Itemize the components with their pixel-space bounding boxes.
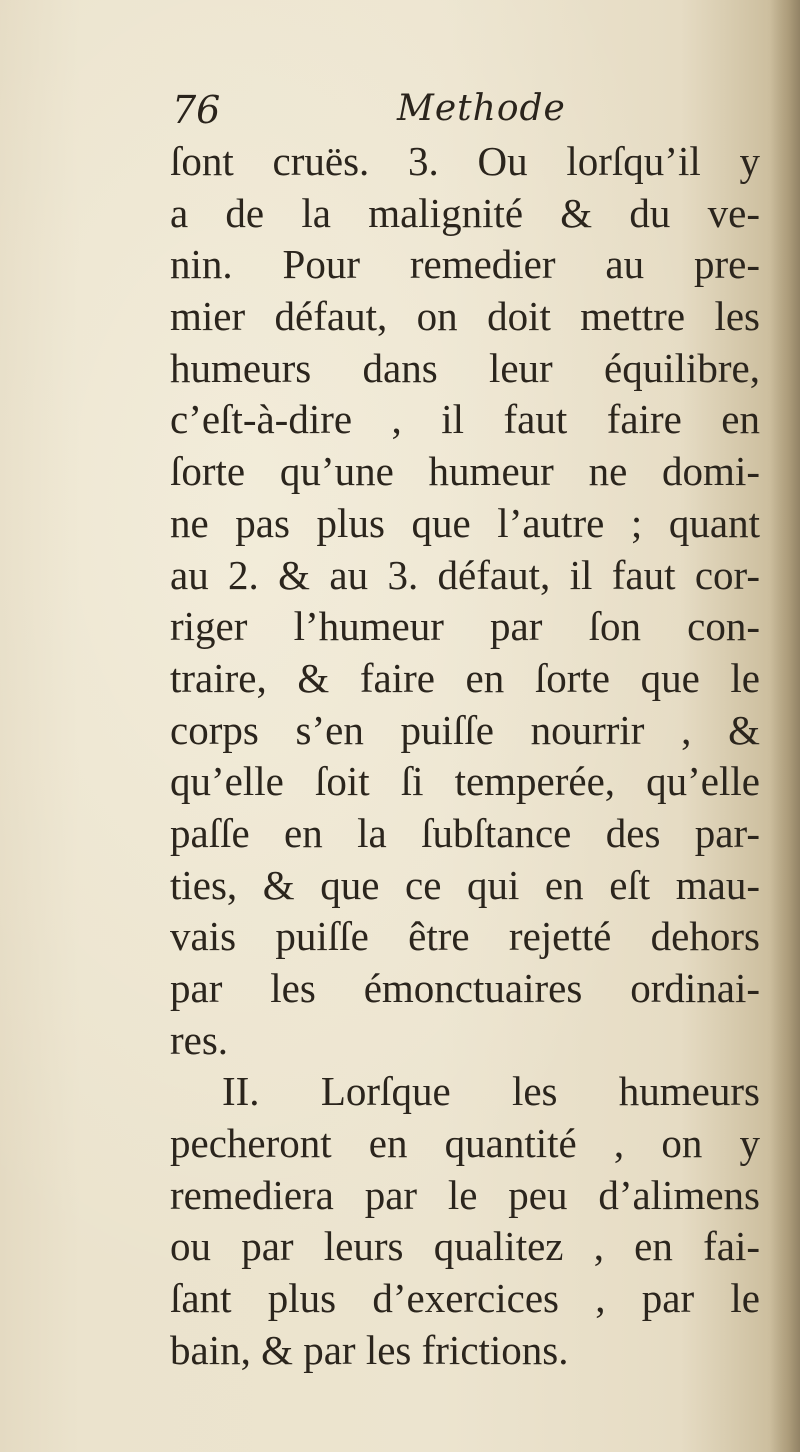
text-line: ſont cruës. 3. Ou lorſqu’il y bbox=[170, 138, 760, 184]
text-line: par les émonctuaires ordinai- bbox=[170, 965, 760, 1011]
text-line: c’eſt-à-dire , il faut faire en bbox=[170, 396, 760, 443]
text-line: vais puiſſe être rejetté dehors bbox=[170, 913, 760, 960]
text-line: corps s’en puiſſe nourrir , & bbox=[170, 706, 760, 753]
text-line: riger l’humeur par ſon con- bbox=[170, 603, 760, 650]
running-title: Methode bbox=[397, 88, 566, 129]
text-line: paſſe en la ſubſtance des par- bbox=[170, 809, 760, 856]
text-line: ties, & que ce qui en eſt mau- bbox=[170, 861, 760, 908]
paragraph-start-line: II. Lorſque les humeurs bbox=[222, 1068, 760, 1115]
text-line: ne pas plus que l’autre ; quant bbox=[170, 499, 760, 546]
text-line: ſant plus d’exercices , par le bbox=[170, 1275, 760, 1322]
text-line: traire, & faire en ſorte que le bbox=[170, 654, 760, 701]
text-line: mier défaut, on doit mettre les bbox=[170, 293, 760, 340]
text-line: pecheront en quantité , on y bbox=[170, 1120, 760, 1167]
text-line: ſorte qu’une humeur ne domi- bbox=[170, 448, 760, 495]
text-line: a de la malignité & du ve- bbox=[170, 189, 760, 236]
text-line: res. bbox=[170, 1016, 229, 1063]
text-line: humeurs dans leur équilibre, bbox=[170, 344, 760, 391]
text-line: qu’elle ſoit ſi temperée, qu’elle bbox=[170, 758, 760, 805]
text-line: remediera par le peu d’alimens bbox=[170, 1171, 760, 1218]
text-line: nin. Pour remedier au pre- bbox=[170, 241, 760, 288]
page-header bbox=[172, 88, 592, 138]
page-number: 76 bbox=[172, 88, 221, 132]
text-line: au 2. & au 3. défaut, il faut cor- bbox=[170, 551, 760, 598]
text-line: bain, & par les frictions. bbox=[170, 1326, 569, 1373]
text-line: ou par leurs qualitez , en fai- bbox=[170, 1223, 760, 1270]
body-text bbox=[170, 136, 760, 1377]
page-edge-shadow bbox=[770, 0, 800, 1452]
